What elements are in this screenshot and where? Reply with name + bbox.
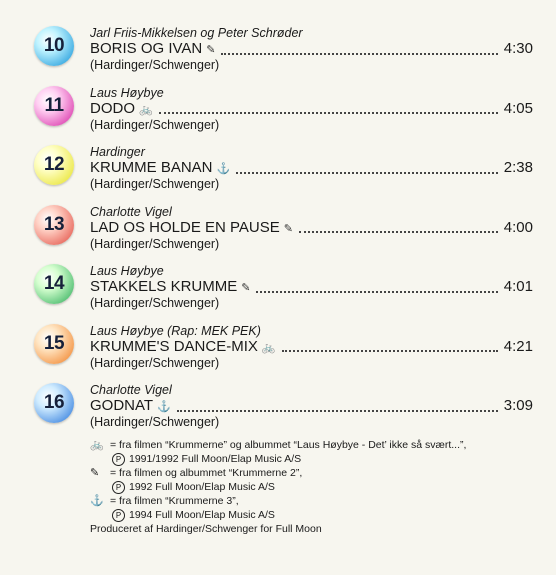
track-number-badge: 15: [34, 324, 74, 364]
film-krummerne-2-icon: ✎: [206, 44, 216, 56]
track-title-line: [90, 100, 533, 120]
track-credit: (Hardinger/Schwenger): [90, 177, 220, 191]
track-credit: (Hardinger/Schwenger): [90, 236, 220, 251]
dot-leader: [256, 290, 497, 293]
track-row: [0, 383, 556, 443]
film-krummerne-2-icon: ✎: [90, 467, 100, 479]
anchor-icon: ⚓: [157, 401, 171, 413]
track-duration: 4:30: [503, 40, 533, 57]
dot-leader: [177, 409, 498, 412]
producer-credit: Produceret af Hardinger/Schwenger for Full Moon: [90, 523, 322, 535]
footnotes: [90, 438, 530, 536]
track-number-badge: 13: [34, 205, 74, 245]
track-duration: 4:05: [503, 99, 533, 117]
track-title: STAKKELS KRUMME: [90, 278, 238, 295]
bicycle-icon: 🚲: [139, 103, 153, 116]
anchor-icon: ⚓: [216, 163, 231, 175]
track-duration: 2:38: [503, 159, 533, 176]
track-credit: (Hardinger/Schwenger): [90, 415, 220, 429]
track-title: DODO: [90, 99, 135, 117]
track-row: [0, 205, 556, 265]
track-number-badge: 12: [34, 145, 74, 185]
track-credit: (Hardinger/Schwenger): [90, 355, 220, 370]
track-credit: (Hardinger/Schwenger): [90, 58, 220, 72]
phonogram-icon: P: [112, 453, 125, 466]
track-title-line: [90, 338, 533, 358]
bicycle-icon: 🚲: [261, 341, 276, 354]
film-krummerne-2-icon: ✎: [241, 282, 251, 294]
dot-leader: [299, 230, 498, 233]
track-credit: (Hardinger/Schwenger): [90, 296, 220, 310]
bicycle-icon: 🚲: [90, 439, 104, 451]
track-title: BORIS OG IVAN: [90, 40, 203, 57]
footnote-anchor-text: = fra filmen “Krummerne 3”,: [110, 495, 239, 507]
footnote-bike-text: = fra filmen “Krummerne” og albummet “Laus Høybye - Det’ ikke så svært...”,: [110, 439, 467, 451]
dot-leader: [282, 349, 498, 352]
track-title: KRUMME BANAN: [90, 159, 213, 176]
track-artist: Charlotte Vigel: [90, 383, 172, 397]
footnote-pen-text: = fra filmen og albummet “Krummerne 2”,: [110, 467, 303, 479]
track-number-badge: 11: [34, 86, 74, 126]
track-artist: Hardinger: [90, 145, 145, 159]
anchor-icon: ⚓: [90, 495, 104, 507]
track-row: [0, 264, 556, 324]
track-title-line: [90, 219, 533, 239]
track-duration: 4:21: [503, 337, 533, 355]
track-number-badge: 10: [34, 26, 74, 66]
footnote-bike-copyright: [90, 452, 530, 466]
track-duration: 3:09: [503, 397, 533, 414]
track-artist: Charlotte Vigel: [90, 204, 172, 219]
track-artist: Laus Høybye: [90, 85, 164, 100]
track-number-badge: 16: [34, 383, 74, 423]
track-row: [0, 26, 556, 86]
track-title: GODNAT: [90, 397, 154, 414]
track-duration: 4:00: [503, 218, 533, 236]
track-title-line: [90, 278, 533, 298]
dot-leader: [221, 52, 497, 55]
dot-leader: [159, 111, 498, 114]
dot-leader: [236, 171, 498, 174]
footnote-pen-copyright-text: 1992 Full Moon/Elap Music A/S: [129, 481, 275, 493]
footnote-anchor-copyright-text: 1994 Full Moon/Elap Music A/S: [129, 509, 275, 521]
track-row: [0, 86, 556, 146]
footnote-bike-copyright-text: 1991/1992 Full Moon/Elap Music A/S: [129, 453, 302, 465]
phonogram-icon: P: [112, 481, 125, 494]
track-title-line: [90, 159, 533, 179]
phonogram-icon: P: [112, 509, 125, 522]
footnote-anchor-copyright: [90, 508, 530, 522]
footnote-pen: [90, 466, 530, 480]
track-artist: Laus Høybye (Rap: MEK PEK): [90, 323, 261, 338]
track-artist: Jarl Friis-Mikkelsen og Peter Schrøder: [90, 26, 303, 40]
track-row: [0, 145, 556, 205]
track-artist: Laus Høybye: [90, 264, 164, 278]
footnote-anchor: [90, 494, 530, 508]
track-title: LAD OS HOLDE EN PAUSE: [90, 218, 280, 236]
footnote-pen-copyright: [90, 480, 530, 494]
track-title-line: [90, 40, 533, 60]
track-credit: (Hardinger/Schwenger): [90, 117, 220, 132]
footnote-bike: [90, 438, 530, 452]
track-row: [0, 324, 556, 384]
track-number-badge: 14: [34, 264, 74, 304]
track-title: KRUMME'S DANCE-MIX: [90, 337, 258, 355]
film-krummerne-2-icon: ✎: [283, 222, 293, 235]
track-title-line: [90, 397, 533, 417]
track-duration: 4:01: [503, 278, 533, 295]
